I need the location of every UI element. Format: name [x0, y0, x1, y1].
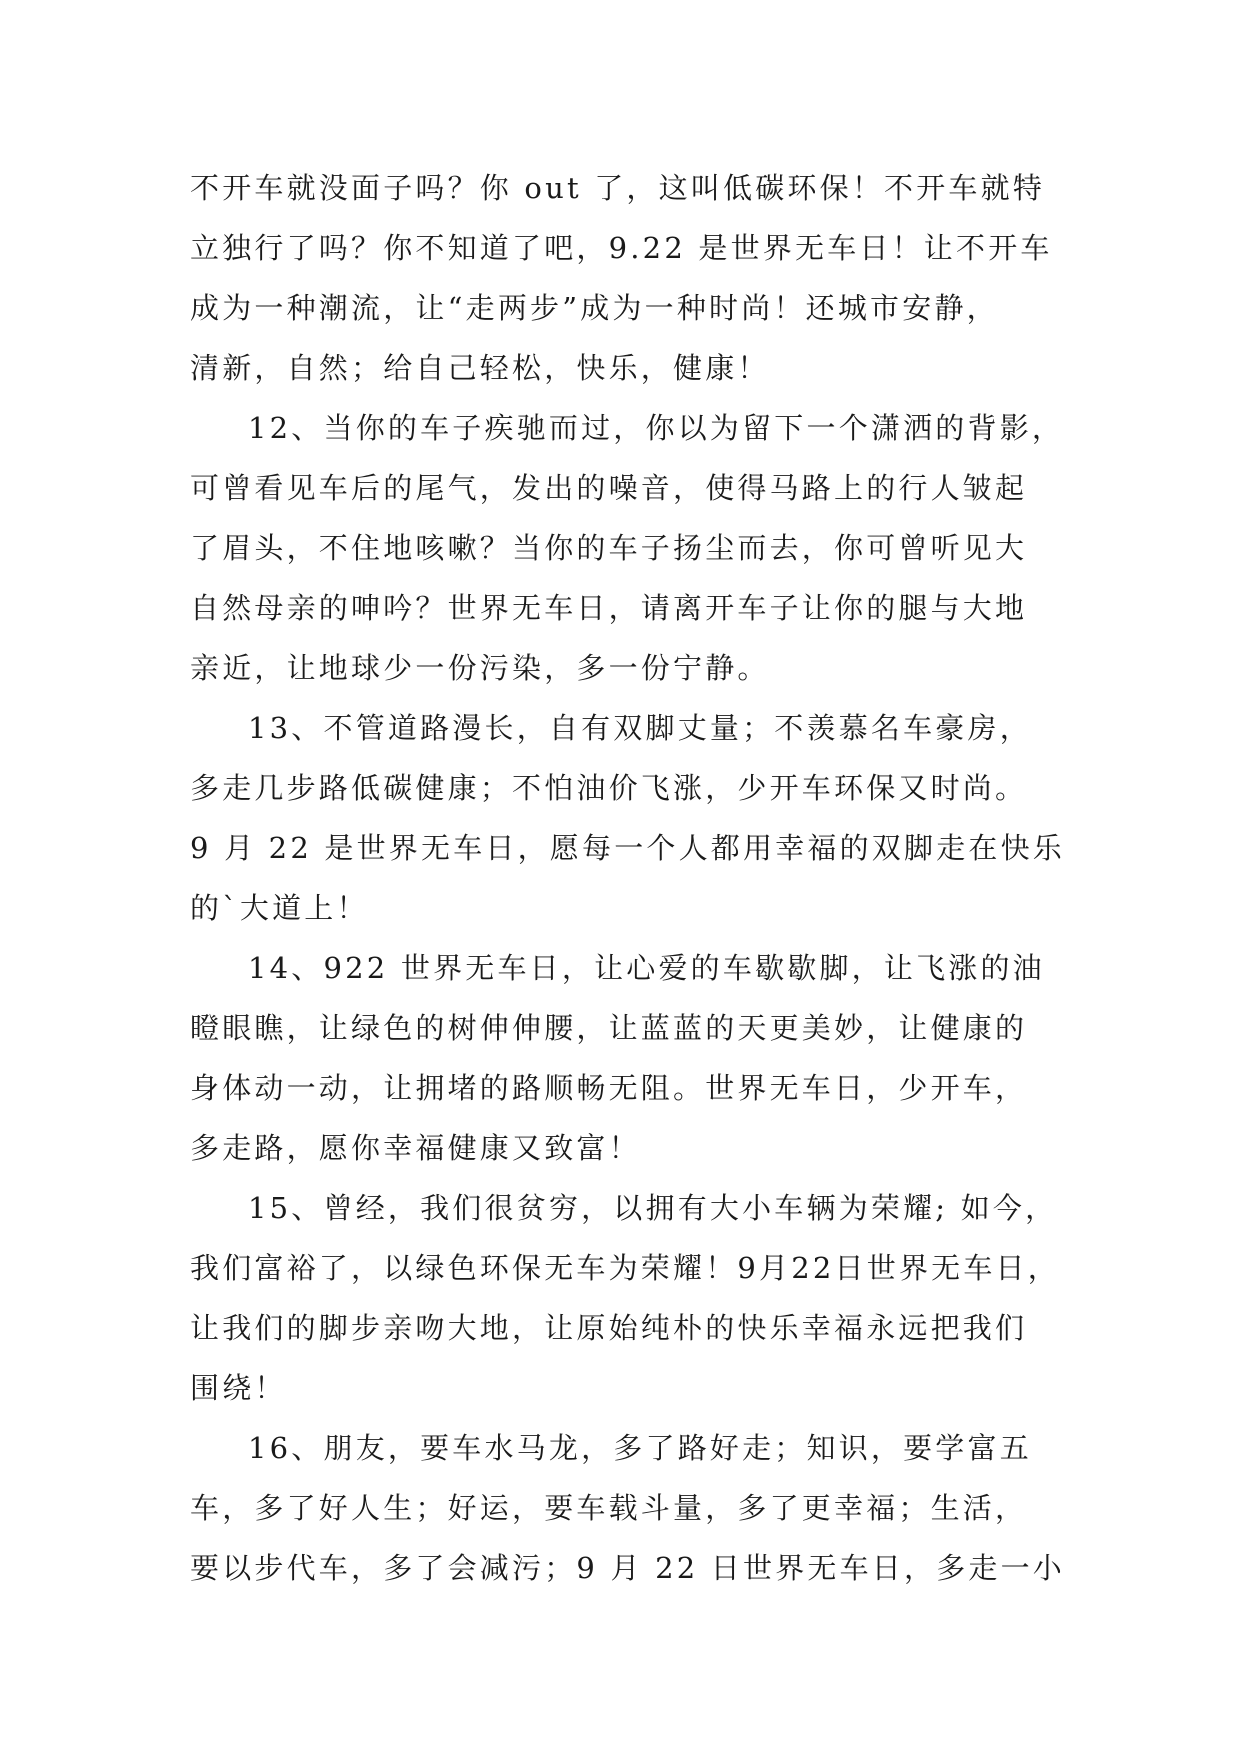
text-line: 瞪眼瞧，让绿色的树伸伸腰，让蓝蓝的天更美妙，让健康的	[190, 1011, 1028, 1045]
text-line: 我们富裕了，以绿色环保无车为荣耀！9月22日世界无车日，	[190, 1251, 1060, 1285]
text-line: 不开车就没面子吗？你 out 了，这叫低碳环保！不开车就特	[190, 171, 1046, 205]
text-line: 13、不管道路漫长，自有双脚丈量；不羡慕名车豪房，	[248, 711, 1032, 745]
text-line: 了眉头，不住地咳嗽？当你的车子扬尘而去，你可曾听见大	[190, 531, 1028, 565]
paragraph	[190, 1178, 1070, 1418]
text-line: 可曾看见车后的尾气，发出的噪音，使得马路上的行人皱起	[190, 471, 1028, 505]
paragraph	[190, 398, 1070, 698]
text-line: 清新，自然；给自己轻松，快乐，健康！	[190, 351, 770, 385]
paragraph	[190, 158, 1070, 398]
text-line: 成为一种潮流，让“走两步”成为一种时尚！还城市安静，	[190, 291, 999, 325]
text-line: 的`大道上！	[190, 891, 369, 925]
text-line: 身体动一动，让拥堵的路顺畅无阻。世界无车日，少开车，	[190, 1071, 1028, 1105]
text-line: 要以步代车，多了会减污；9 月 22 日世界无车日，多走一小	[190, 1551, 1066, 1585]
text-line: 12、当你的车子疾驰而过，你以为留下一个潇洒的背影，	[248, 411, 1065, 445]
paragraph	[190, 1418, 1070, 1598]
text-line: 让我们的脚步亲吻大地，让原始纯朴的快乐幸福永远把我们	[190, 1311, 1028, 1345]
text-line: 14、922 世界无车日，让心爱的车歇歇脚，让飞涨的油	[248, 951, 1045, 985]
text-line: 多走路，愿你幸福健康又致富！	[190, 1131, 641, 1165]
text-line: 自然母亲的呻吟？世界无车日，请离开车子让你的腿与大地	[190, 591, 1028, 625]
text-line: 亲近，让地球少一份污染，多一份宁静。	[190, 651, 770, 685]
paragraph	[190, 938, 1070, 1178]
text-line: 围绕！	[190, 1371, 287, 1405]
text-line: 16、朋友，要车水马龙，多了路好走；知识，要学富五	[248, 1431, 1032, 1465]
text-line: 9 月 22 是世界无车日，愿每一个人都用幸福的双脚走在快乐	[190, 831, 1066, 865]
text-line: 多走几步路低碳健康；不怕油价飞涨，少开车环保又时尚。	[190, 771, 1028, 805]
text-line: 车，多了好人生；好运，要车载斗量，多了更幸福；生活，	[190, 1491, 1028, 1525]
paragraph	[190, 698, 1070, 938]
text-line: 15、曾经，我们很贫穷，以拥有大小车辆为荣耀; 如今，	[248, 1191, 1058, 1225]
text-line: 立独行了吗？你不知道了吧，9.22 是世界无车日！让不开车	[190, 231, 1053, 265]
document-body	[190, 158, 1070, 1598]
